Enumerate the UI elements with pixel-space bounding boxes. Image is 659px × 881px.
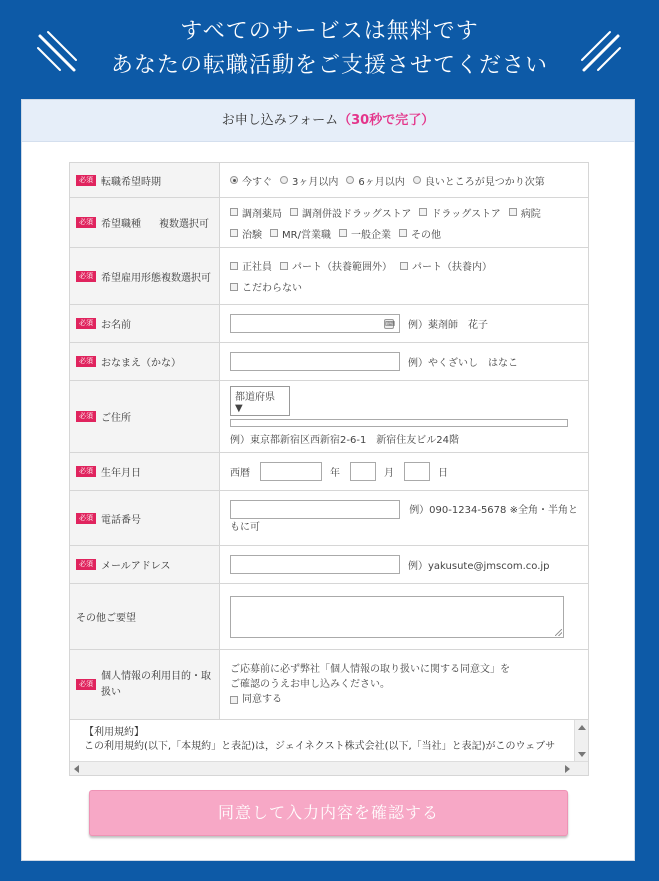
option-label: 病院 (520, 208, 541, 220)
radio-button[interactable] (413, 176, 421, 184)
phone-input[interactable] (230, 500, 400, 519)
label-text: 希望雇用形態複数選択可 (101, 272, 211, 284)
row-job-type (70, 198, 588, 248)
required-badge: 必須 (76, 318, 96, 329)
option-label: 同意する (242, 694, 282, 705)
label-text: その他ご要望 (76, 613, 136, 624)
required-badge: 必須 (76, 217, 96, 228)
month-unit: 月 (384, 468, 394, 479)
form-header-title: お申し込みフォーム (221, 113, 339, 128)
terms-vertical-scrollbar[interactable] (574, 720, 588, 762)
checkbox-employment-fulltime[interactable] (230, 258, 272, 273)
checkbox[interactable] (339, 229, 347, 237)
radio-timing-now[interactable] (230, 173, 272, 188)
required-badge: 必須 (76, 466, 96, 477)
label-address (70, 381, 220, 452)
sparkle-right-icon (578, 30, 622, 74)
row-privacy (70, 650, 588, 720)
required-badge: 必須 (76, 513, 96, 524)
row-kana (70, 343, 588, 381)
address-example: 例）東京都新宿区西新宿2-6-1 新宿住友ビル24階 (230, 435, 460, 446)
checkbox[interactable] (230, 283, 238, 291)
option-label: 3ヶ月以内 (292, 176, 339, 188)
option-label: MR/営業職 (282, 229, 331, 241)
resize-handle-icon[interactable] (555, 629, 562, 636)
privacy-text-2: ご確認のうえお申し込みください。 (230, 679, 390, 690)
checkbox[interactable] (399, 229, 407, 237)
checkbox-job-general-company[interactable] (339, 226, 391, 241)
checkbox-employment-part-outside[interactable] (280, 258, 392, 273)
label-note: 複数選択可 (159, 219, 209, 230)
radio-button[interactable] (280, 176, 288, 184)
label-privacy (70, 650, 220, 719)
checkbox-employment-any[interactable] (230, 279, 302, 294)
row-email (70, 546, 588, 584)
row-other (70, 584, 588, 650)
checkbox-job-drugstore[interactable] (419, 205, 500, 220)
checkbox-job-clinical-trial[interactable] (230, 226, 262, 241)
label-timing (70, 163, 220, 197)
option-label: 一般企業 (350, 229, 391, 241)
terms-body: この利用規約(以下,「本規約」と表記)は，ジェイネクスト株式会社(以下,「当社」と表記)がこのウェブサ (84, 741, 556, 752)
checkbox[interactable] (280, 262, 288, 270)
label-text: 転職希望時期 (101, 176, 161, 188)
checkbox-job-hospital[interactable] (509, 205, 541, 220)
address-input[interactable] (230, 419, 568, 427)
label-text: 希望職種 (101, 219, 141, 230)
row-employment (70, 248, 588, 305)
year-unit: 年 (330, 468, 340, 479)
row-phone (70, 491, 588, 546)
label-text: 個人情報の利用目的・取扱い (101, 670, 211, 698)
option-label: こだわらない (242, 283, 302, 294)
label-text: 電話番号 (101, 514, 141, 526)
checkbox[interactable] (270, 229, 278, 237)
label-phone (70, 491, 220, 545)
privacy-text-1: ご応募前に必ず弊社「個人情報の取り扱いに関する同意文」を (230, 664, 510, 675)
checkbox-job-other[interactable] (399, 226, 441, 241)
required-badge: 必須 (76, 411, 96, 422)
required-badge: 必須 (76, 559, 96, 570)
checkbox[interactable] (509, 208, 517, 216)
label-text: ご住所 (101, 413, 131, 424)
option-label: その他 (410, 229, 441, 241)
sparkle-left-icon (36, 30, 80, 74)
radio-button[interactable] (346, 176, 354, 184)
label-text: 生年月日 (101, 468, 141, 479)
option-label: パート（扶養内） (412, 262, 492, 273)
era-label: 西暦 (230, 468, 250, 479)
day-unit: 日 (438, 468, 448, 479)
row-timing (70, 163, 588, 198)
label-birthday (70, 453, 220, 490)
checkbox[interactable] (230, 208, 238, 216)
checkbox[interactable] (290, 208, 298, 216)
label-text: おなまえ（かな） (101, 358, 181, 369)
option-label: ドラッグストア (431, 208, 501, 220)
kana-example: 例）やくざいし はなこ (408, 358, 518, 369)
terms-heading: 【利用規約】 (84, 727, 144, 738)
radio-timing-3m[interactable] (280, 173, 338, 188)
birth-month-input[interactable] (350, 462, 376, 481)
form-header-highlight: （30秒で完了） (338, 113, 435, 128)
application-form-card (21, 99, 635, 861)
application-form (69, 162, 589, 776)
option-label: パート（扶養範囲外） (292, 262, 392, 273)
checkbox-job-dispensing-pharmacy[interactable] (230, 205, 282, 220)
label-other (70, 584, 220, 649)
option-label: 今すぐ (242, 176, 272, 188)
label-employment (70, 248, 220, 304)
radio-timing-when-found[interactable] (413, 173, 545, 188)
scroll-right-icon[interactable] (565, 765, 570, 773)
checkbox[interactable] (419, 208, 427, 216)
scroll-down-icon[interactable] (578, 752, 586, 757)
label-text: お名前 (101, 320, 131, 331)
label-job-type (70, 198, 220, 247)
row-birthday (70, 453, 588, 491)
scroll-left-icon[interactable] (74, 765, 79, 773)
row-name (70, 305, 588, 343)
option-label: 治験 (242, 229, 262, 241)
label-text: メールアドレス (101, 561, 171, 572)
email-example: 例）yakusute@jmscom.co.jp (408, 561, 550, 572)
birth-year-input[interactable] (260, 462, 322, 481)
option-label: 調剤薬局 (242, 208, 282, 220)
required-badge: 必須 (76, 175, 96, 186)
scroll-up-icon[interactable] (578, 725, 586, 730)
required-badge: 必須 (76, 679, 96, 690)
prefecture-select[interactable]: 都道府県 ▼ (230, 386, 290, 416)
checkbox[interactable] (230, 696, 238, 704)
checkbox[interactable] (230, 229, 238, 237)
radio-timing-6m[interactable] (346, 173, 404, 188)
keyboard-icon[interactable]: ⌨ (385, 319, 396, 328)
required-badge: 必須 (76, 271, 96, 282)
form-header (22, 100, 634, 142)
option-label: 正社員 (242, 262, 272, 273)
row-address (70, 381, 588, 453)
birth-day-input[interactable] (404, 462, 430, 481)
terms-of-use-box[interactable] (70, 720, 588, 776)
name-example: 例）薬剤師 花子 (408, 320, 488, 331)
label-email (70, 546, 220, 583)
hero-line-2: あなたの転職活動をご支援させてください (110, 53, 548, 78)
terms-horizontal-scrollbar[interactable] (70, 761, 588, 775)
kana-input[interactable] (230, 352, 400, 371)
other-requests-textarea[interactable] (230, 596, 564, 638)
checkbox-employment-part-inside[interactable] (400, 258, 492, 273)
radio-button[interactable] (230, 176, 238, 184)
required-badge: 必須 (76, 356, 96, 367)
email-input[interactable] (230, 555, 400, 574)
option-label: 良いところが見つかり次第 (424, 176, 545, 188)
phone-example: 例）090-1234-5678 ※全角・半角ともに可 (230, 504, 578, 533)
agree-checkbox[interactable] (230, 692, 570, 707)
hero-banner (0, 0, 659, 100)
hero-line-1: すべてのサービスは無料です (180, 19, 479, 44)
checkbox[interactable] (400, 262, 408, 270)
option-label: 調剤併設ドラッグストア (302, 208, 412, 220)
checkbox-job-mr-sales[interactable] (270, 226, 331, 241)
option-label: 6ヶ月以内 (358, 176, 405, 188)
confirm-submit-button[interactable]: 同意して入力内容を確認する (89, 790, 568, 836)
label-kana (70, 343, 220, 380)
name-input[interactable] (230, 314, 400, 333)
checkbox-job-dispensing-drugstore[interactable] (290, 205, 411, 220)
checkbox[interactable] (230, 262, 238, 270)
label-name (70, 305, 220, 342)
